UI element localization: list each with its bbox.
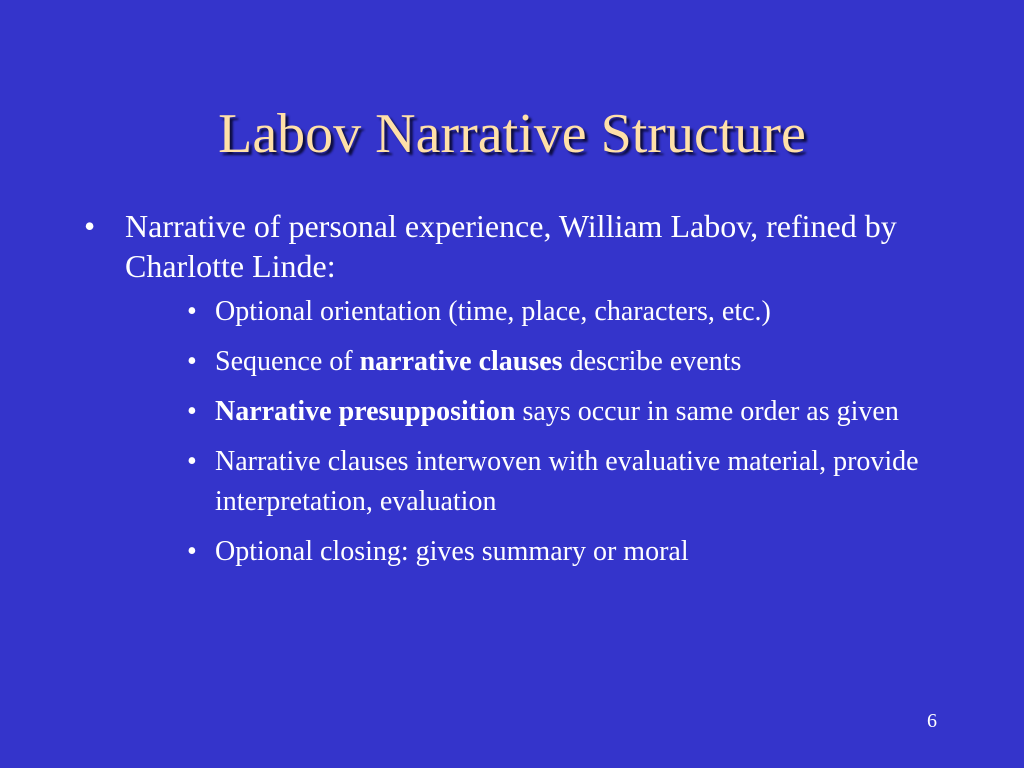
bullet-marker: • [187,346,197,377]
bullet-marker: • [187,536,197,567]
main-bullet [84,206,964,286]
sub-bullet-presupposition [187,392,947,432]
sub-bullet-list [187,292,947,572]
sub-bullet-text: Optional closing: gives summary or moral [215,536,689,567]
sub-bullet-text: Narrative clauses interwoven with evaluative material, provide interpretation, evaluation [215,446,919,517]
sub-bullet-narrative-clauses [187,342,947,382]
sub-bullet-text-before: Sequence of [215,346,360,377]
slide-title: Labov Narrative Structure [218,103,806,165]
bullet-marker: • [187,296,197,327]
sub-bullet-bold-term: narrative clauses [359,346,563,377]
sub-bullet-text: Optional orientation (time, place, characters, etc.) [215,296,771,327]
sub-bullet-evaluation [187,442,947,522]
bullet-marker: • [187,396,197,427]
page-number: 6 [927,710,937,732]
sub-bullet-text-after: describe events [562,346,742,377]
slide-content [84,206,964,582]
sub-bullet-closing [187,532,947,572]
bullet-marker: • [84,208,96,244]
bullet-marker: • [187,446,197,477]
sub-bullet-bold-term: Narrative presupposition [215,396,516,427]
sub-bullet-orientation [187,292,947,332]
sub-bullet-text-after: says occur in same order as given [515,396,899,427]
main-bullet-text: Narrative of personal experience, William Labov, refined by Charlotte Linde: [125,208,897,284]
